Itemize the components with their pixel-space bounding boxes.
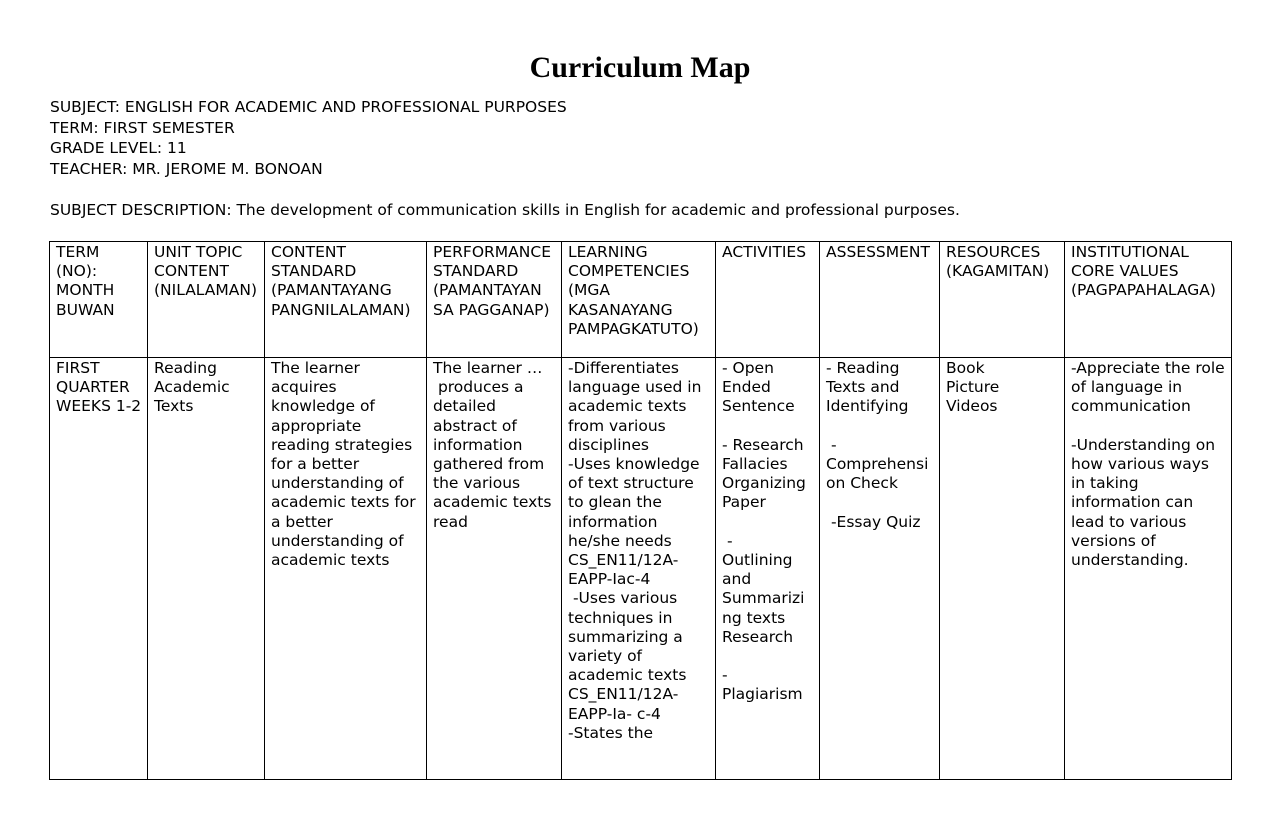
term-line: TERM: FIRST SEMESTER: [50, 118, 235, 137]
cell-core-values: -Appreciate the role of language in communication -Understanding on how various ways in taking information can lead to various versions of understanding.: [1071, 359, 1225, 570]
header-term: TERM (NO): MONTH BUWAN: [56, 243, 120, 319]
curriculum-table: [49, 241, 1232, 780]
cell-resources: Book Picture Videos: [946, 359, 1000, 416]
header-core-values: INSTITUTIONAL CORE VALUES (PAGPAPAHALAGA): [1071, 243, 1216, 300]
subject-description: SUBJECT DESCRIPTION: The development of communication skills in English for academic and professional purposes.: [50, 201, 960, 219]
table-header-row: [50, 242, 1232, 358]
cell-unit-topic: Reading Academic Texts: [154, 359, 235, 416]
cell-term: FIRST QUARTER WEEKS 1-2: [56, 359, 142, 416]
header-unit-topic: UNIT TOPIC CONTENT (NILALAMAN): [154, 243, 258, 300]
subject-line: SUBJECT: ENGLISH FOR ACADEMIC AND PROFESSIONAL PURPOSES: [50, 98, 567, 116]
header-assessment: ASSESSMENT: [826, 243, 930, 261]
page-title: Curriculum Map: [529, 51, 751, 84]
header-learning-competencies: LEARNING COMPETENCIES (MGA KASANAYANG PAMPAGKATUTO): [568, 243, 699, 338]
cell-assessment: - Reading Texts and Identifying - Comprehension Check -Essay Quiz: [826, 359, 929, 531]
cell-content-standard: The learner acquires knowledge of appropriate reading strategies for a better understanding of academic texts for a better understanding of academic texts: [271, 359, 421, 570]
teacher-line: TEACHER: MR. JEROME M. BONOAN: [50, 159, 323, 178]
header-resources: RESOURCES (KAGAMITAN): [946, 243, 1050, 281]
cell-learning-competencies: -Differentiates language used in academic texts from various disciplines -Uses knowledge of text structure to glean the information he/she needs CS_EN11/12A-EAPP-Iac-4 -Uses various techniques in summarizing a variety of academic texts CS_EN11/12A-EAPP-Ia- c-4 -States the: [568, 359, 702, 742]
header-content-standard: CONTENT STANDARD (PAMANTAYANG PANGNILALAMAN): [271, 243, 411, 319]
header-performance-standard: PERFORMANCE STANDARD (PAMANTAYAN SA PAGGANAP): [433, 243, 556, 319]
table-row: [50, 358, 1232, 780]
cell-performance-standard: The learner … produces a detailed abstract of information gathered from the various academic texts read: [433, 359, 552, 531]
header-activities: ACTIVITIES: [722, 243, 807, 261]
cell-activities: - Open Ended Sentence - Research Fallacies Organizing Paper - Outlining and Summarizing texts Research - Plagiarism: [722, 359, 806, 704]
grade-level-line: GRADE LEVEL: 11: [50, 139, 187, 157]
document-info: [50, 97, 567, 179]
